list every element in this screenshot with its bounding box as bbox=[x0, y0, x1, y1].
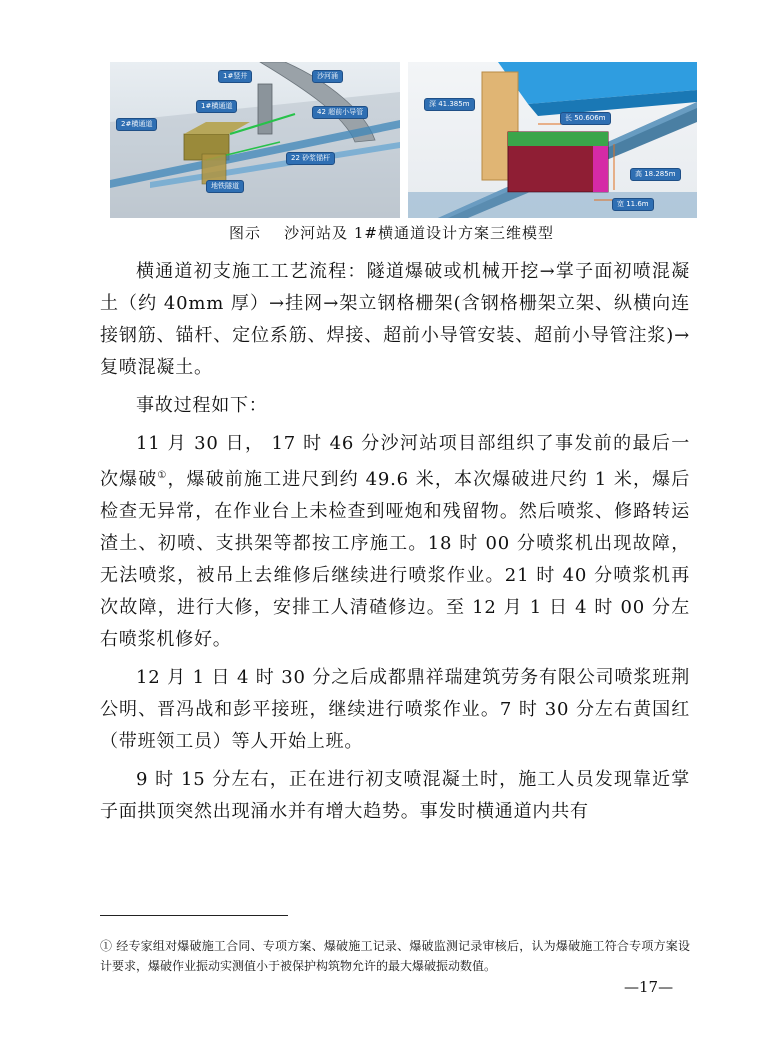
page-number: —17— bbox=[624, 978, 674, 996]
label-height: 高 18.285m bbox=[630, 168, 681, 181]
footnote-divider bbox=[100, 915, 288, 916]
label-passage-1: 1#横通道 bbox=[196, 100, 237, 113]
label-shaft: 1#竖井 bbox=[218, 70, 252, 83]
label-width: 宽 11.6m bbox=[612, 198, 654, 211]
paragraph-nov-30-part2: ，爆破前施工进尺到约 49.6 米，本次爆破进尺约 1 米，爆后检查无异常，在作业台上未检查到哑炮和残留物。然后喷浆、修路转运渣土、初喷、支拱架等都按工序施工。18 时 00 分喷浆机出现故障，无法喷浆，被吊上去维修后继续进行喷浆作业。21 时 40 分喷浆机再次故障，进行大修，安排工人清碴修边。至 12 月 1 日 4 时 00 分左右喷浆机修好。 bbox=[100, 469, 691, 650]
label-passage-2: 2#横通道 bbox=[116, 118, 157, 131]
paragraph-heading: 事故过程如下： bbox=[136, 395, 268, 416]
paragraph-water-inflow: 9 时 15 分左右，正在进行初支喷混凝土时，施工人员发现靠近掌子面拱顶突然出现涌水并有增大趋势。事发时横通道内共有 bbox=[100, 769, 690, 822]
label-depth: 深 41.385m bbox=[424, 98, 475, 111]
figure-right-mesh-model bbox=[408, 62, 697, 218]
figure-caption: 图示 沙河站及 1#横通道设计方案三维模型 bbox=[229, 224, 554, 242]
paragraph-nov-30-part1: 11 月 30 日， 17 时 46 分沙河站项目部组织了事发前的最后一次爆破 bbox=[100, 433, 690, 490]
paragraph-nov-30 bbox=[100, 428, 690, 656]
right-model-drawing bbox=[408, 62, 697, 218]
label-metro-tunnel: 地铁隧道 bbox=[206, 180, 244, 193]
footnote: ① 经专家组对爆破施工合同、专项方案、爆破施工记录、爆破监测记录审核后，认为爆破施工符合专项方案设计要求，爆破作业振动实测值小于被保护构筑物允许的最大爆破振动数值。 bbox=[100, 939, 690, 973]
left-model-drawing bbox=[110, 62, 400, 218]
label-mortar-anchor: 22 砂浆锚杆 bbox=[286, 152, 335, 165]
label-river: 沙河涌 bbox=[312, 70, 343, 83]
paragraph-process: 横通道初支施工工艺流程：隧道爆破或机械开挖→掌子面初喷混凝土（约 40mm 厚）→挂网→架立钢格栅架(含钢格栅架立架、纵横向连接钢筋、锚杆、定位系筋、焊接、超前小导管安装、超前小导管注浆)→复喷混凝土。 bbox=[100, 261, 690, 378]
body-text bbox=[100, 256, 690, 828]
figure-left-3d-model bbox=[110, 62, 400, 218]
footnote-mark: ① bbox=[157, 470, 168, 481]
label-advance-pipe: 42 超前小导管 bbox=[312, 106, 368, 119]
paragraph-dec-1: 12 月 1 日 4 时 30 分之后成都鼎祥瑞建筑劳务有限公司喷浆班荆公明、晋冯战和彭平接班，继续进行喷浆作业。7 时 30 分左右黄国红（带班领工员）等人开始上班。 bbox=[100, 667, 690, 752]
label-length: 长 50.606m bbox=[560, 112, 611, 125]
